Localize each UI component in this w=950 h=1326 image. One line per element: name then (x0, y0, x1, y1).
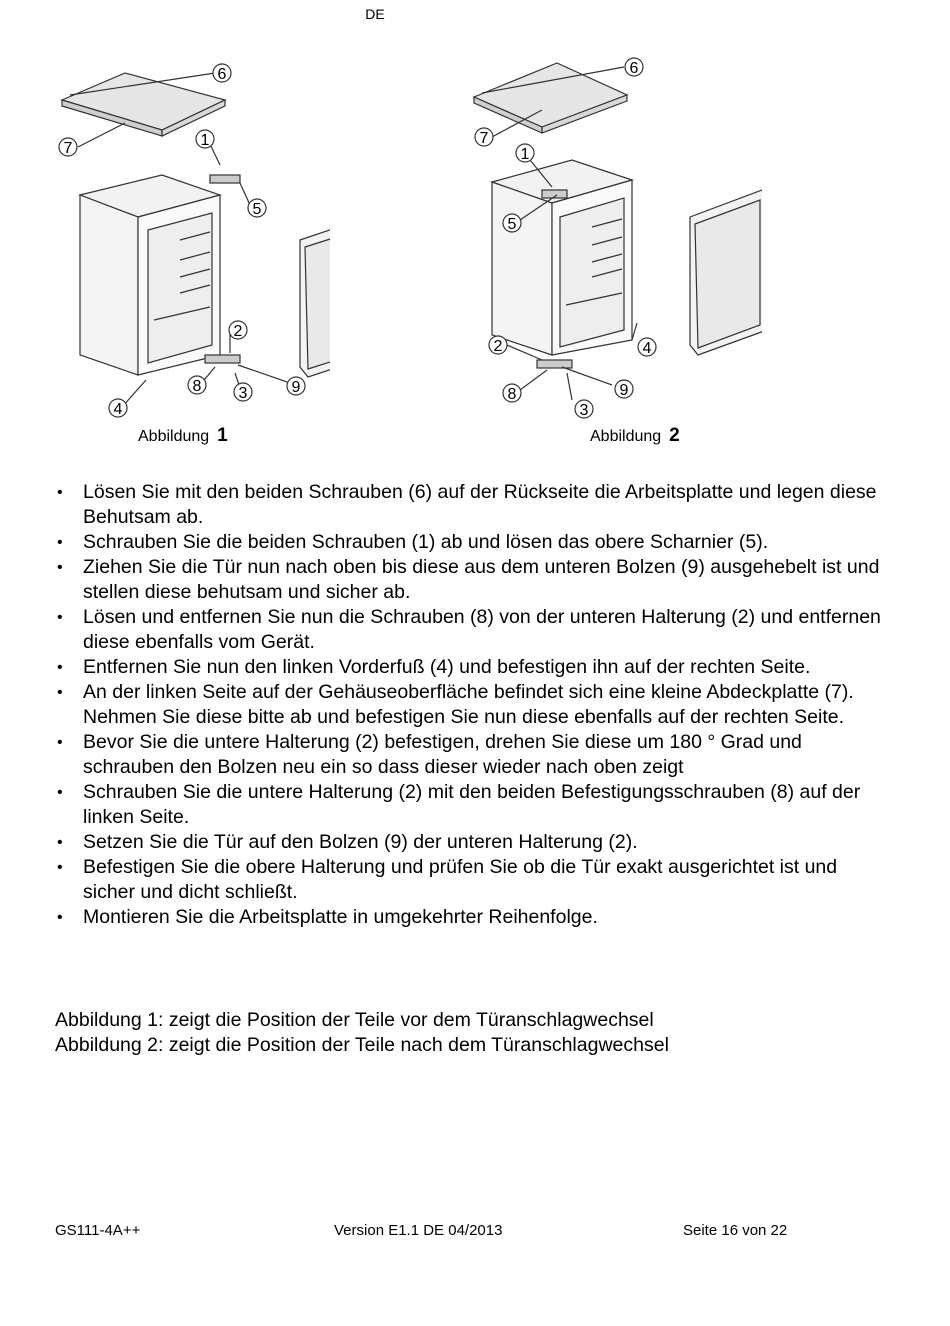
callout-7-label: 7 (63, 140, 73, 157)
callout-4-label: 4 (113, 401, 123, 418)
callout-8 (188, 376, 206, 395)
instruction-step: • Lösen Sie mit den beiden Schrauben (6) auf der Rückseite die Arbeitsplatte und legen diese Behutsam ab. (55, 480, 885, 530)
figure-1-caption-word: Abbildung (138, 428, 210, 445)
figure-2 (462, 55, 762, 450)
instruction-step: • Entfernen Sie nun den linken Vorderfuß (4) und befestigen ihn auf der rechten Seite. (55, 655, 885, 680)
callout-9 (615, 380, 633, 399)
footer-model: GS111-4A++ (55, 1222, 141, 1239)
callout-8-label: 8 (192, 378, 202, 395)
callout-5-label: 5 (507, 216, 517, 233)
callout-3 (575, 400, 593, 419)
callout-3-label: 3 (238, 385, 248, 402)
instruction-step: • An der linken Seite auf der Gehäuseoberfläche befindet sich eine kleine Abdeckplatte (7). Nehmen Sie diese bitte ab und befestigen Sie nun diese ebenfalls auf der rechten Seite. (55, 680, 885, 730)
instruction-step: • Setzen Sie die Tür auf den Bolzen (9) der unteren Halterung (2). (55, 830, 885, 855)
callout-1 (196, 130, 214, 149)
callout-4-label: 4 (642, 340, 652, 357)
callout-4 (109, 399, 127, 418)
figure-note-2: Abbildung 2: zeigt die Position der Teile nach dem Türanschlagwechsel (55, 1034, 669, 1056)
callout-1-label: 1 (520, 146, 530, 163)
callout-1-label: 1 (200, 132, 210, 149)
callout-6 (625, 58, 643, 77)
callout-9 (287, 377, 305, 396)
instruction-step: • Montieren Sie die Arbeitsplatte in umgekehrter Reihenfolge. (55, 905, 885, 930)
instruction-step: • Schrauben Sie die untere Halterung (2) mit den beiden Befestigungsschrauben (8) auf der linken Seite. (55, 780, 885, 830)
figure-2-caption-number: 2 (669, 425, 680, 446)
callout-3 (234, 383, 252, 402)
instruction-step: • Ziehen Sie die Tür nun nach oben bis diese aus dem unteren Bolzen (9) ausgehebelt ist und stellen diese behutsam und sicher ab. (55, 555, 885, 605)
instruction-step: • Lösen und entfernen Sie nun die Schrauben (8) von der unteren Halterung (2) und entfernen diese ebenfalls vom Gerät. (55, 605, 885, 655)
cabinet-side (80, 195, 138, 375)
callout-6 (213, 64, 231, 83)
callout-8-label: 8 (507, 386, 517, 403)
callout-9-label: 9 (619, 382, 629, 399)
figure-1-caption (138, 425, 228, 447)
callout-3-label: 3 (579, 402, 589, 419)
instruction-list (55, 480, 885, 930)
callout-8 (503, 384, 521, 403)
cabinet-side (492, 182, 552, 355)
callout-7 (59, 138, 77, 157)
figure-1-caption-number: 1 (217, 425, 228, 446)
instruction-step: • Schrauben Sie die beiden Schrauben (1) ab und lösen das obere Scharnier (5). (55, 530, 885, 555)
callout-5 (248, 199, 266, 218)
callout-7 (475, 128, 493, 147)
callout-7-label: 7 (479, 130, 489, 147)
callout-5 (503, 214, 521, 233)
callout-5-label: 5 (252, 201, 262, 218)
instruction-step: • Befestigen Sie die obere Halterung und prüfen Sie ob die Tür exakt ausgerichtet ist und sicher und dicht schließt. (55, 855, 885, 905)
figure-2-caption (590, 425, 680, 447)
figure-2-caption-word: Abbildung (590, 428, 662, 445)
figure-1-drawing (50, 55, 330, 425)
instruction-step: • Bevor Sie die untere Halterung (2) befestigen, drehen Sie diese um 180 ° Grad und schrauben den Bolzen neu ein so dass dieser wieder nach oben zeigt (55, 730, 885, 780)
callout-2 (489, 336, 507, 355)
callout-9-label: 9 (291, 379, 301, 396)
callout-6-label: 6 (629, 60, 639, 77)
worktop-panel (62, 73, 225, 130)
footer-version: Version E1.1 DE 04/2013 (334, 1222, 503, 1239)
callout-6-label: 6 (217, 66, 227, 83)
header-language: DE (365, 6, 385, 22)
figure-1 (50, 55, 330, 450)
figure-notes (55, 1008, 669, 1058)
worktop-panel (474, 63, 627, 127)
figure-2-drawing (462, 55, 762, 425)
callout-2 (229, 321, 247, 340)
callout-2-label: 2 (493, 338, 503, 355)
callout-4 (638, 338, 656, 357)
callout-2-label: 2 (233, 323, 243, 340)
figure-note-1: Abbildung 1: zeigt die Position der Teile vor dem Türanschlagwechsel (55, 1009, 654, 1031)
callout-1 (516, 144, 534, 163)
footer-page-number: Seite 16 von 22 (683, 1222, 788, 1239)
